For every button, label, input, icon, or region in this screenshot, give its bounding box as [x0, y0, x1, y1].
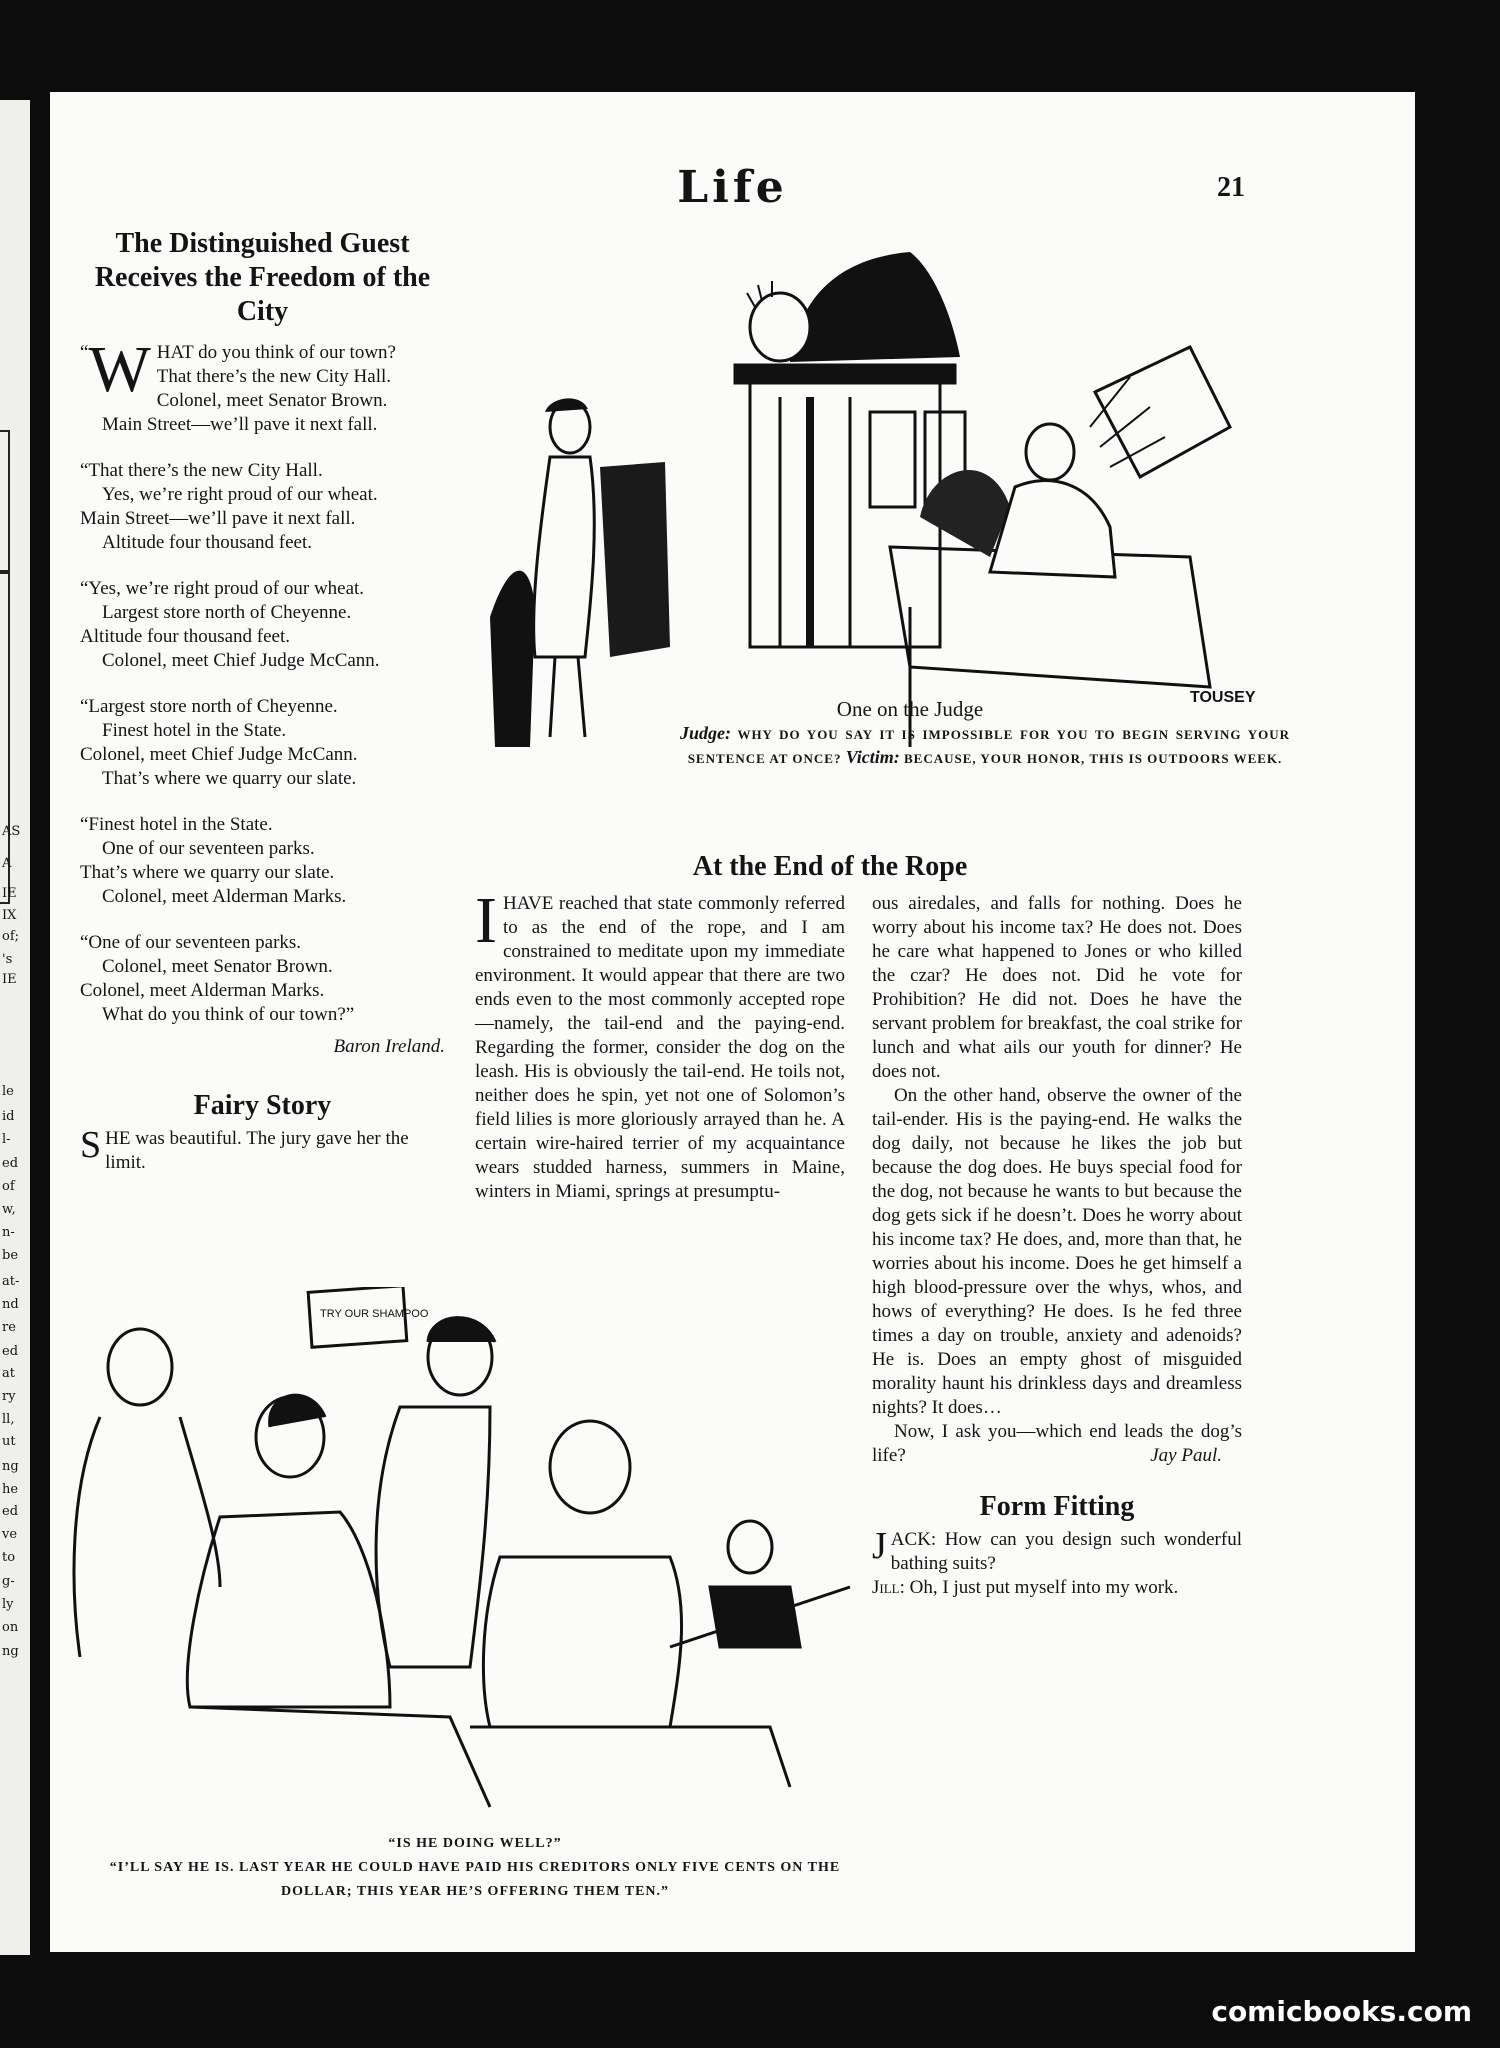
- facing-page-fragment: g-: [2, 1574, 15, 1589]
- facing-page-fragment: nd: [2, 1297, 19, 1312]
- rope-title: At the End of the Rope: [692, 851, 968, 882]
- rope-closing-line: Now, I ask you—which end leads the dog’s life?: [872, 1421, 1242, 1466]
- poem-body: [80, 333, 445, 1027]
- rope-column-1: [475, 884, 845, 1204]
- facing-page-fragment: AS: [2, 824, 21, 839]
- rope-col1-text: HAVE reached that state commonly referred to as the end of the rope, and I am constrained to meditate upon my immediate environment. It would appear that there are two ends even to the most commonly accepted rope—namely, the tail-end and the paying-end. Regarding the former, consider the dog on the leash. His is obviously the tail-end. He toils not, neither does he spin, yet not one of Solomon’s field lilies is more gloriously arrayed than he. A certain wire-haired terrier of my acquaintance wears studded harness, summers in Maine, winters in Miami, springs at presumptu-: [475, 893, 845, 1202]
- rope-author: Jay Paul.: [1150, 1445, 1222, 1466]
- form-fitting-body: [872, 1525, 1242, 1600]
- facing-page-fragment: ng: [2, 1459, 19, 1474]
- facing-page-edge: [0, 100, 30, 1955]
- facing-page-fragment: IE: [2, 972, 17, 987]
- poem-title: The Distinguished Guest Receives the Freedom of the City: [94, 228, 431, 327]
- poem-line: Largest store north of Cheyenne.: [102, 602, 352, 623]
- facing-page-fragment: w,: [2, 1202, 16, 1217]
- barber-cartoon: [70, 1287, 870, 1827]
- site-watermark: comicbooks.com: [1211, 1995, 1472, 2028]
- facing-page-fragment: ry: [2, 1389, 16, 1404]
- facing-page-fragment: ly: [2, 1597, 14, 1612]
- fairy-story-drop-cap: S: [80, 1124, 102, 1166]
- facing-page-fragment: re: [2, 1320, 16, 1335]
- masthead: Life: [677, 162, 788, 213]
- jill-speaker: Jill:: [872, 1577, 905, 1598]
- poem-line: “Largest store north of Cheyenne.: [80, 696, 338, 717]
- poem-line: Altitude four thousand feet.: [80, 626, 291, 647]
- shampoo-sign: TRY OUR SHAMPOO: [320, 1308, 429, 1320]
- fairy-story-title: Fairy Story: [193, 1090, 332, 1121]
- facing-page-fragment: ng: [2, 1644, 19, 1659]
- poem-stanza: [80, 813, 445, 909]
- facing-page-fragment: he: [2, 1482, 19, 1497]
- poem-line: “Finest hotel in the State.: [80, 814, 273, 835]
- poem-column: [80, 227, 445, 1175]
- poem-stanza: [80, 577, 445, 673]
- rope-col2-para2: On the other hand, observe the owner of the tail-ender. His is the paying-end. He walks the dog daily, not because he likes the job but because the dog does. He buys special food for the dog, not because he wants to but because the dog gets sick if he doesn’t. Does he worry about his income tax? He does, and, more than that, he worries about his income. Does he get himself a high blood-pressure over the whys, whos, and hows of everything? He does. Is he fed three times a day on trouble, anxiety and adenoids? He is. Does an empty ghost of misguided morality haunt his drinkless days and dreamless nights? It does…: [872, 1085, 1242, 1418]
- poem-line: “One of our seventeen parks.: [80, 932, 302, 953]
- facing-page-fragment: ed: [2, 1156, 19, 1171]
- poem-line: Finest hotel in the State.: [102, 720, 287, 741]
- poem-line: Colonel, meet Chief Judge McCann.: [102, 650, 380, 671]
- poem-line: Colonel, meet Alderman Marks.: [80, 980, 325, 1001]
- victim-line: BECAUSE, YOUR HONOR, THIS IS OUTDOORS WEEK.: [903, 751, 1283, 766]
- poem-line: Colonel, meet Senator Brown.: [156, 390, 388, 411]
- rope-drop-cap: I: [475, 884, 497, 957]
- facing-page-fragment: A: [2, 856, 12, 871]
- facing-page-rule: [0, 430, 10, 574]
- facing-page-fragment: n-: [2, 1225, 15, 1240]
- poem-line: Altitude four thousand feet.: [102, 532, 313, 553]
- facing-page-fragment: le: [2, 1084, 14, 1099]
- facing-page-fragment: IX: [2, 908, 17, 923]
- page-number: 21: [1217, 172, 1245, 203]
- jack-line: ACK: How can you design such wonderful bathing suits?: [890, 1529, 1242, 1574]
- poem-line: That’s where we quarry our slate.: [80, 862, 335, 883]
- barber-caption: [90, 1832, 860, 1904]
- facing-page-fragment: IE: [2, 886, 17, 901]
- facing-page-fragment: of;: [2, 929, 20, 944]
- poem-author: Baron Ireland.: [333, 1036, 445, 1057]
- poem-line: One of our seventeen parks.: [102, 838, 315, 859]
- poem-line: Main Street—we’ll pave it next fall.: [102, 414, 378, 435]
- judge-speaker: Judge:: [680, 723, 731, 743]
- facing-page-fragment: to: [2, 1550, 16, 1565]
- poem-line: “Yes, we’re right proud of our wheat.: [80, 578, 365, 599]
- rope-column-2: [872, 892, 1242, 1600]
- poem-line: Colonel, meet Alderman Marks.: [102, 886, 347, 907]
- judge-caption-title: One on the Judge: [836, 697, 984, 721]
- facing-page-fragment: of: [2, 1179, 15, 1194]
- facing-page-fragment: l-: [2, 1132, 11, 1147]
- facing-page-fragment: ut: [2, 1434, 16, 1449]
- form-fitting-drop-cap: J: [872, 1525, 887, 1567]
- facing-page-fragment: id: [2, 1109, 15, 1124]
- poem-line: Colonel, meet Senator Brown.: [102, 956, 333, 977]
- cartoon-signature: TOUSEY: [1190, 689, 1256, 706]
- poem-line: That there’s the new City Hall.: [156, 366, 392, 387]
- poem-stanza: [80, 695, 445, 791]
- poem-stanza: [80, 931, 445, 1027]
- facing-page-fragment: ed: [2, 1344, 19, 1359]
- poem-open-quote: “: [80, 342, 89, 363]
- facing-page-fragment: ed: [2, 1504, 19, 1519]
- rope-col2-para1: ous airedales, and falls for nothing. Does he worry about his income tax? He does not. Does he care what happened to Jones or who killed the czar? He does not. Did he vote for Prohibition? He did not. Does he have the servant problem for breakfast, the coal strike for lunch and what ails our youth for dinner? He does not.: [872, 893, 1242, 1082]
- fairy-story-body: [80, 1124, 445, 1175]
- poem-line: HAT do you think of our town?: [156, 342, 396, 363]
- judge-caption: [510, 697, 1310, 770]
- poem-drop-cap: W: [88, 333, 151, 406]
- facing-page-fragment: ll,: [2, 1412, 15, 1427]
- poem-stanza: [80, 333, 445, 437]
- form-fitting-title: Form Fitting: [979, 1491, 1135, 1522]
- poem-line: Colonel, meet Chief Judge McCann.: [80, 744, 358, 765]
- jill-line: Oh, I just put myself into my work.: [909, 1577, 1179, 1598]
- facing-page-fragment: ve: [2, 1527, 18, 1542]
- fairy-story-text: HE was beautiful. The jury gave her the limit.: [105, 1128, 409, 1173]
- victim-speaker: Victim:: [845, 747, 900, 767]
- barber-caption-line2: “I’LL SAY HE IS. LAST YEAR HE COULD HAVE PAID HIS CREDITORS ONLY FIVE CENTS ON THE DOLLAR; THIS YEAR HE’S OFFERING THEM TEN.”: [109, 1860, 841, 1899]
- barber-caption-line1: “IS HE DOING WELL?”: [388, 1836, 562, 1851]
- judge-caption-dialog: [510, 722, 1310, 770]
- facing-page-fragment: at-: [2, 1274, 20, 1289]
- poem-line: What do you think of our town?”: [102, 1004, 355, 1025]
- facing-page-fragment: at: [2, 1366, 15, 1381]
- poem-line: Yes, we’re right proud of our wheat.: [102, 484, 378, 505]
- poem-line: “That there’s the new City Hall.: [80, 460, 323, 481]
- poem-stanza: [80, 459, 445, 555]
- facing-page-fragment: be: [2, 1248, 19, 1263]
- magazine-page: [50, 92, 1415, 1952]
- poem-line: Main Street—we’ll pave it next fall.: [80, 508, 356, 529]
- poem-line: That’s where we quarry our slate.: [102, 768, 357, 789]
- facing-page-fragment: on: [2, 1620, 19, 1635]
- judge-line: WHY DO YOU SAY IT IS IMPOSSIBLE FOR YOU TO BEGIN SERVING YOUR SENTENCE AT ONCE?: [687, 727, 1290, 766]
- facing-page-fragment: 's: [2, 952, 13, 967]
